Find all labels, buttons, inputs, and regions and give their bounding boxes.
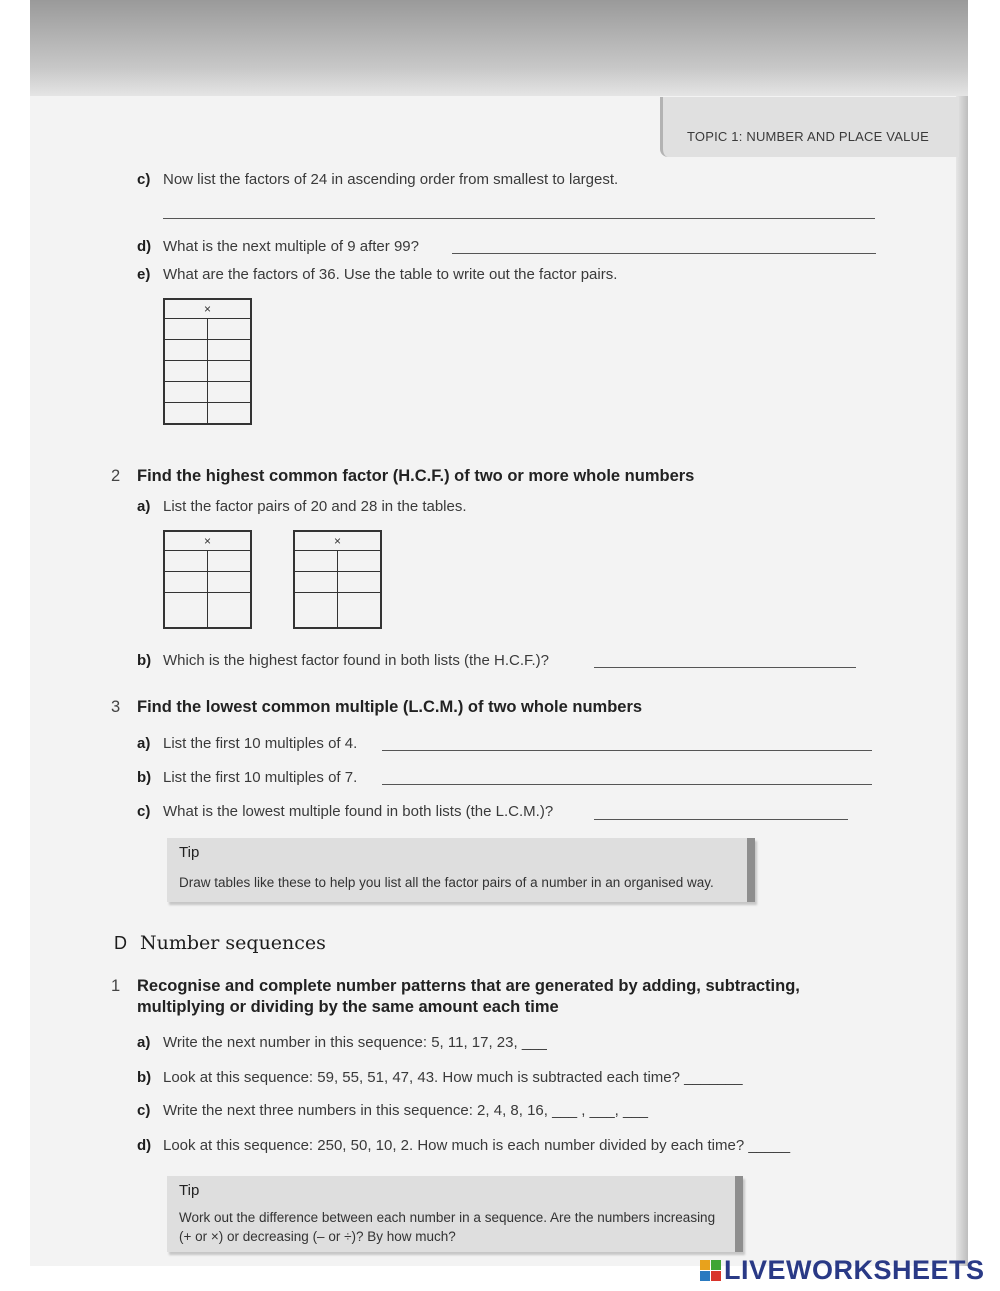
d-question-1d (137, 1137, 790, 1154)
question-3-heading (111, 698, 642, 717)
question-label: b) (137, 769, 152, 786)
table-cell[interactable] (294, 551, 338, 572)
factor-table-28 (293, 530, 382, 629)
topic-header (660, 97, 959, 157)
factor-table-36 (163, 298, 252, 425)
question-text: Write the next number in this sequence: 5, 11, 17, 23, ___ (163, 1034, 547, 1051)
table-header: × (294, 531, 381, 551)
tip-text-line: (+ or ×) or decreasing (– or ÷)? By how much? (179, 1229, 456, 1244)
tip-title: Tip (179, 844, 200, 861)
table-cell[interactable] (208, 551, 252, 572)
watermark-logo: LIVEWORKSHEETS (724, 1255, 985, 1285)
question-title: Find the lowest common multiple (L.C.M.) of two whole numbers (137, 698, 643, 716)
question-text: List the first 10 multiples of 4. (163, 735, 358, 752)
answer-line-3b[interactable] (382, 784, 872, 785)
question-text: What is the lowest multiple found in both lists (the L.C.M.)? (163, 803, 554, 820)
table-cell[interactable] (208, 382, 252, 403)
table-cell[interactable] (338, 593, 382, 629)
question-text: List the factor pairs of 20 and 28 in the tables. (163, 498, 467, 515)
question-title-line: multiplying or dividing by the same amount each time (137, 998, 559, 1016)
answer-line-3a[interactable] (382, 750, 872, 751)
question-number: 1 (111, 977, 121, 995)
tip-box-2 (167, 1176, 743, 1252)
question-text: Write the next three numbers in this sequence: 2, 4, 8, 16, ___ , ___, ___ (163, 1102, 649, 1119)
table-cell[interactable] (338, 572, 382, 593)
question-3c (137, 803, 553, 820)
question-text: Which is the highest factor found in both lists (the H.C.F.)? (163, 652, 550, 669)
table-cell[interactable] (208, 572, 252, 593)
section-d-heading (114, 932, 326, 954)
d-question-1b (137, 1069, 743, 1086)
question-label: d) (137, 238, 152, 255)
question-number: 3 (111, 698, 121, 716)
d-question-1a (137, 1034, 547, 1051)
table-cell[interactable] (208, 361, 252, 382)
question-number: 2 (111, 467, 121, 485)
question-label: a) (137, 498, 151, 515)
question-text: List the first 10 multiples of 7. (163, 769, 358, 786)
question-3a (137, 735, 357, 752)
d-question-1c (137, 1102, 648, 1119)
table-cell[interactable] (208, 319, 252, 340)
question-label: e) (137, 266, 151, 283)
table-cell[interactable] (208, 340, 252, 361)
answer-line-2b[interactable] (594, 667, 856, 668)
question-2b (137, 652, 549, 669)
tip-text: Draw tables like these to help you list all the factor pairs of a number in an organised way. (179, 875, 714, 890)
answer-line-3c[interactable] (594, 819, 848, 820)
table-cell[interactable] (164, 361, 208, 382)
d-question-1-heading (111, 976, 891, 1018)
table-header: × (164, 299, 251, 319)
answer-line-1d[interactable] (452, 253, 876, 254)
question-text: Now list the factors of 24 in ascending order from smallest to largest. (163, 171, 619, 188)
table-cell[interactable] (164, 572, 208, 593)
tip-box-1 (167, 838, 755, 902)
tip-title: Tip (179, 1182, 200, 1199)
table-cell[interactable] (294, 572, 338, 593)
question-title: Find the highest common factor (H.C.F.) of two or more whole numbers (137, 467, 695, 485)
question-text: Look at this sequence: 59, 55, 51, 47, 43. How much is subtracted each time? _______ (163, 1069, 743, 1086)
question-1d (137, 238, 419, 255)
question-label: a) (137, 735, 151, 752)
topic-title: TOPIC 1: NUMBER AND PLACE VALUE (687, 129, 929, 144)
table-cell[interactable] (164, 319, 208, 340)
factor-table-20 (163, 530, 252, 629)
table-cell[interactable] (208, 403, 252, 425)
question-2a (137, 498, 467, 515)
table-cell[interactable] (164, 593, 208, 629)
page-edge (956, 96, 968, 1266)
question-label: c) (137, 1102, 151, 1119)
tip-text-line: Work out the difference between each number in a sequence. Are the numbers increasing (179, 1210, 716, 1225)
question-text: What are the factors of 36. Use the table to write out the factor pairs. (163, 266, 618, 283)
scan-top-shadow (30, 0, 968, 96)
table-cell[interactable] (294, 593, 338, 629)
answer-line-1c[interactable] (163, 218, 875, 219)
question-1c (137, 171, 618, 188)
question-label: a) (137, 1034, 151, 1051)
table-cell[interactable] (338, 551, 382, 572)
question-title-line: Recognise and complete number patterns that are generated by adding, subtracting, (137, 977, 800, 995)
table-cell[interactable] (164, 340, 208, 361)
question-label: b) (137, 652, 152, 669)
question-label: d) (137, 1137, 152, 1154)
question-3b (137, 769, 357, 786)
table-cell[interactable] (164, 403, 208, 425)
section-letter: D (114, 933, 127, 953)
table-cell[interactable] (164, 382, 208, 403)
table-cell[interactable] (208, 593, 252, 629)
question-label: c) (137, 803, 151, 820)
question-text: What is the next multiple of 9 after 99? (163, 238, 419, 255)
question-2-heading (111, 467, 694, 486)
table-cell[interactable] (164, 551, 208, 572)
question-1e (137, 266, 617, 283)
section-title: Number sequences (140, 932, 326, 954)
question-text: Look at this sequence: 250, 50, 10, 2. How much is each number divided by each time? _____ (163, 1137, 791, 1154)
question-label: c) (137, 171, 151, 188)
question-label: b) (137, 1069, 152, 1086)
liveworksheets-logo-icon (700, 1260, 722, 1282)
table-header: × (164, 531, 251, 551)
